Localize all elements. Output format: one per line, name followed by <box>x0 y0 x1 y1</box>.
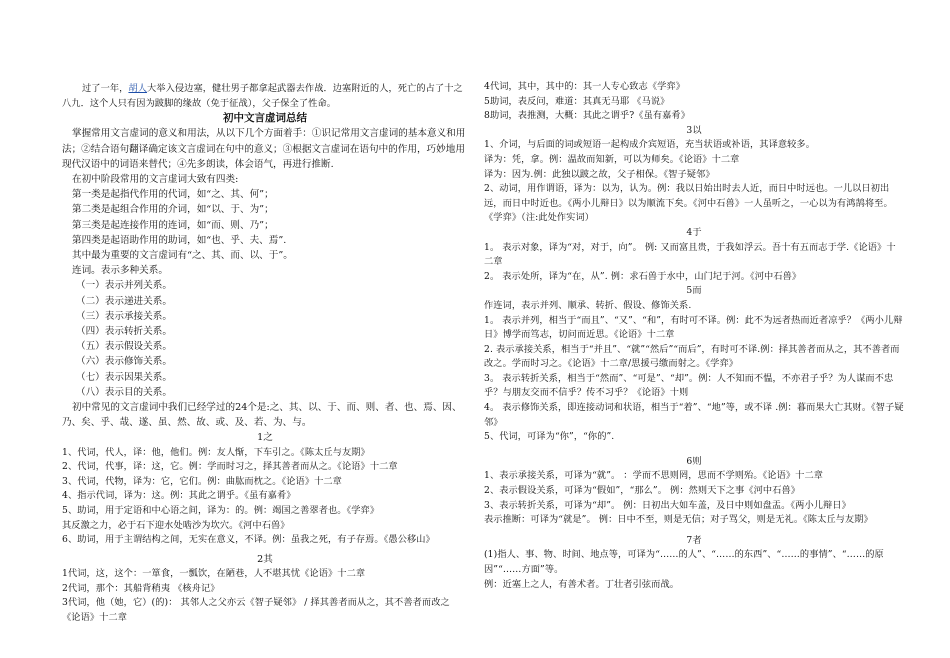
relation-item: （五）表示假设关系。 <box>76 341 172 353</box>
summary-paragraph: 初中常见的文言虚词中我们已经学过的24个是:之、其、以、于、而、则、者、也、焉、因、乃、矣、乎、哉、遂、虽、然、故、或、及、若、为、与。 <box>62 402 462 429</box>
usage-item: 3、代词，代物，译为：它，它们。例：曲肱而枕之。《论语》十二章 <box>62 475 342 487</box>
usage-item: 2代词，那个：其船背稍夷 《核舟记》 <box>62 582 220 594</box>
section-zhe <box>484 548 904 592</box>
relation-item: （一）表示并列关系。 <box>76 280 172 292</box>
usage-item: 1。 表示对象，译为“对，对于，向”。 例: 又而富且贵，于我如浮云。吾十有五而志于学.《论语》十二章 <box>484 241 896 268</box>
relation-item: （八）表示目的关系。 <box>76 386 172 398</box>
usage-item: (1)指人、事、物、时间、地点等，可译为“……的人”、“……的东西”、“……的事情”、“……的原因”“……方面”等。 <box>484 549 884 575</box>
body-paragraph: 第一类是起指代作用的代词，如“之、其、何”； <box>72 189 274 201</box>
relation-item: （三）表示承接关系。 <box>76 310 172 322</box>
relation-item: （二）表示递进关系。 <box>76 295 172 307</box>
intro-text-end: 大举入侵边塞，健壮男子都拿起武器去作战．边塞附近的人，死亡的占了十之八九．这个人只有因为跛脚的缘故（免于征战），父子保全了性命。 <box>62 83 463 109</box>
section-title-yu: 4于 <box>686 226 702 238</box>
body-paragraph: 连词。表示多种关系。 <box>72 265 168 277</box>
body-paragraph: 其中最为重要的文言虚词有“之、其、而、以、于”。 <box>72 250 293 262</box>
section-zhi <box>62 446 468 548</box>
section-title-zhe: 7者 <box>686 534 702 546</box>
body-paragraph: 第二类是起组合作用的介词，如“以、于、为”； <box>72 204 274 216</box>
usage-item: 例：近塞上之人，有善术者。丁壮者引弦而战。 <box>484 578 680 590</box>
section-title-qi: 2其 <box>257 553 273 565</box>
usage-item: 5、助词，用于定语和中心语之间，译为：的。例：竭国之善翠者也。《学弈》 <box>62 505 380 517</box>
body-paragraph: 第四类是起语助作用的助词，如“也、乎、夫、焉”. <box>72 234 287 246</box>
intro-body <box>62 126 468 278</box>
intro-paragraph <box>62 82 468 111</box>
usage-item: 译为：因为.例：此独以跛之故，父子相保。《智子疑邻》 <box>484 168 715 180</box>
usage-item: 1。 表示并列，相当于“而且”、“又”、“和”，有时可不译。例：此不为远者热而近者凉乎？《两小儿辩日》博学而笃志，切问而近思。《论语》十二章 <box>484 314 903 341</box>
usage-item: 1代词，这，这个：一箪食，一瓢饮，在陋巷，人不堪其忧《论语》十二章 <box>62 568 366 580</box>
usage-item: 6、助词，用于主谓结构之间，无实在意义，不译。例：虽我之死，有子存焉。《愚公移山》 <box>62 534 435 546</box>
section-yu <box>484 241 904 285</box>
section-title-yi: 3以 <box>686 124 702 136</box>
section-yi <box>484 138 904 226</box>
relation-item: （六）表示修饰关系。 <box>76 356 172 368</box>
section-ze <box>484 469 904 527</box>
usage-item: 作连词，表示并列、顺承、转折、假设、修饰关系. <box>484 299 692 311</box>
page-title: 初中文言虚词总结 <box>223 112 307 125</box>
right-column <box>484 80 904 592</box>
section-qi-continued <box>484 80 904 124</box>
body-paragraph: 掌握常用文言虚词的意义和用法，从以下几个方面着手：①识记常用文言虚词的基本意义和用法；②结合语句翻译确定该文言虚词在句中的意义；③根据文言虚词在语句中的作用，巧妙地用现代汉语中的词语来替代；④先多朗读，体会语气，再进行推断. <box>62 128 466 170</box>
section-title-zhi: 1之 <box>257 432 273 444</box>
usage-item: 2、动词，用作谓语，译为：以为，认为。例：我以日始出时去人近，而日中时远也。一儿以日初出远，而日中时近也。《两小儿辩日》以为顺流下矣。《河中石兽》一人虽听之，一心以为有鸿鹄将至。《学弈》（注:此处作实词） <box>484 183 893 224</box>
left-column <box>62 82 468 625</box>
section-er <box>484 299 904 445</box>
relations-list <box>62 278 468 400</box>
usage-item: 1、表示承接关系，可译为“就”。 ：学而不思则罔，思而不学则殆。《论语》十二章 <box>484 470 824 482</box>
section-title-ze: 6则 <box>686 455 702 467</box>
usage-item: 4、指示代词，译为：这。例：其此之谓乎。《虽有嘉肴》 <box>62 490 296 502</box>
usage-item: 8助词，表推测，大概：其此之谓乎?《虽有嘉肴》 <box>484 110 691 122</box>
intro-text-start: 过了一年， <box>82 83 129 94</box>
relation-item: （四）表示转折关系。 <box>76 326 172 338</box>
usage-item: 1、代词，代人，译：他，他们。例：友人惭，下车引之。《陈太丘与友期》 <box>62 446 370 458</box>
usage-item: 3。 表示转折关系，相当于“然而”、“可是”、“却”。例：人不知而不愠，不亦君子乎？为人谋而不忠乎？与朋友交而不信乎？传不习乎？《论语》十则 <box>484 372 894 399</box>
usage-item: 4。 表示修饰关系，即连接动词和状语，相当于“着”、“地”等，或不译 .例：暮而果大亡其财。《智子疑邻》 <box>484 402 904 428</box>
usage-item: 5、代词，可译为“你”，“你的”. <box>484 431 615 443</box>
section-qi <box>62 567 468 625</box>
section-title-er: 5而 <box>686 285 702 297</box>
usage-item: 4代词，其中，其中的：其一人专心致志《学弈》 <box>484 81 685 92</box>
usage-item: 表示推断：可译为“就是”。 例：日中不至，则是无信；对子骂父，则是无礼。《陈太丘与友期》 <box>484 514 873 526</box>
usage-item: 5助词，表反问，难道：其真无马耶 《马说》 <box>484 95 670 107</box>
hu-people-link[interactable]: 胡人 <box>128 83 148 94</box>
usage-item: 2. 表示承接关系，相当于“并且”、“就”“然后”“而后”，有时可不译.例：择其善者而从之，其不善者而改之。学而时习之。《论语》十二章/思援弓缴而射之。《学弈》 <box>484 343 900 370</box>
usage-item: 1、介词，与后面的词或短语一起构成介宾短语，充当状语或补语，其译意较多。 <box>484 139 816 151</box>
usage-item: 其反激之力，必于石下迎水处啮沙为坎穴。《河中石兽》 <box>62 519 290 531</box>
body-paragraph: 第三类是起连接作用的连词，如“而、则、乃”； <box>72 219 274 231</box>
usage-item: 2、代词，代事，译：这，它。例：学而时习之，择其善者而从之。《论语》十二章 <box>62 461 398 473</box>
body-paragraph: 在初中阶段常用的文言虚词大致有四类: <box>72 174 239 185</box>
usage-item: 2。 表示处所，译为“在，从”. 例：求石兽于水中，山门圮于河。《河中石兽》 <box>484 270 802 282</box>
usage-item: 3代词，他（她，它）(的)： 其邻人之父亦云《智子疑邻》 / 择其善者而从之，其不善者而改之《论语》十二章 <box>62 597 450 623</box>
usage-item: 译为：凭，拿。例：温故而知新，可以为师矣。《论语》十二章 <box>484 153 740 165</box>
relation-item: （七）表示因果关系。 <box>76 371 172 383</box>
usage-item: 2、表示假设关系，可译为“假如”，“那么”。 例：然则天下之事《河中石兽》 <box>484 485 801 497</box>
usage-item: 3、表示转折关系，可译为“却”。 例：日初出大如车盖，及日中则如盘盂。《两小儿辩日》 <box>484 499 851 511</box>
